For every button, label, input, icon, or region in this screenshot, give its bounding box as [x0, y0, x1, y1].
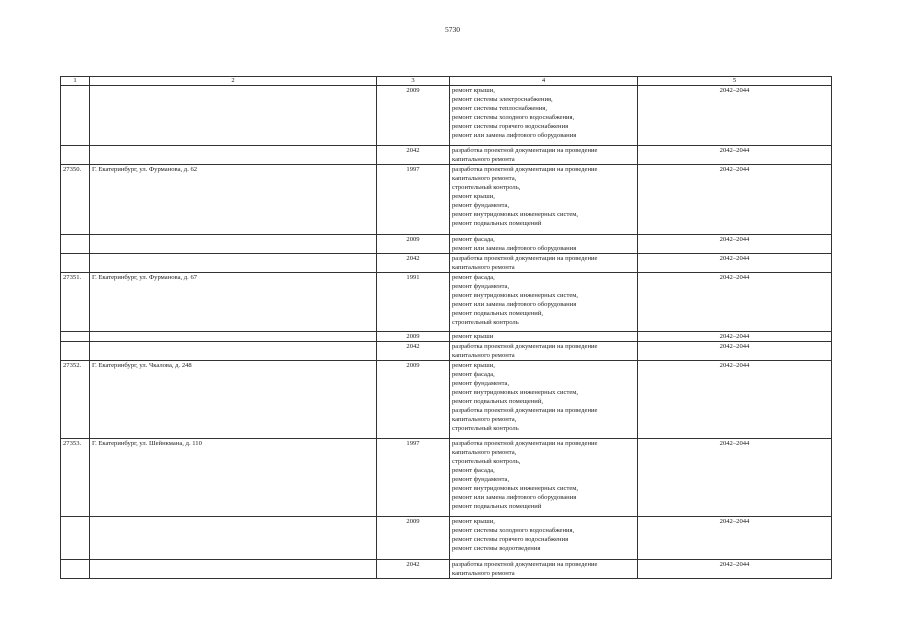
year-cell: 2042	[377, 560, 450, 579]
address-cell	[90, 235, 377, 254]
work-item: ремонт крыши,	[452, 87, 495, 94]
work-item: ремонт крыши,	[452, 193, 495, 200]
work-item: капитального ремонта,	[452, 449, 517, 456]
period-cell: 2042–2044	[638, 146, 832, 165]
work-item: ремонт крыши,	[452, 362, 495, 369]
work-item: строительный контроль,	[452, 184, 521, 191]
work-item: ремонт внутридомовых инженерных систем,	[452, 211, 579, 218]
work-item: ремонт фасада,	[452, 236, 495, 243]
work-item: строительный контроль,	[452, 458, 521, 465]
work-item: ремонт или замена лифтового оборудования	[452, 494, 577, 501]
work-item: ремонт подвальных помещений	[452, 220, 542, 227]
work-item: ремонт системы холодного водоснабжения,	[452, 527, 575, 534]
work-item: ремонт или замена лифтового оборудования	[452, 132, 577, 139]
work-item: ремонт фундамента,	[452, 380, 510, 387]
works-cell	[450, 165, 638, 235]
work-item: строительный контроль	[452, 319, 519, 326]
repair-schedule-table	[60, 76, 832, 579]
work-item: строительный контроль	[452, 425, 519, 432]
period-cell: 2042–2044	[638, 86, 832, 146]
row-number-cell: 27351.	[61, 273, 90, 332]
table-row	[61, 361, 832, 439]
year-cell: 2042	[377, 254, 450, 273]
table-body	[61, 86, 832, 579]
works-cell	[450, 273, 638, 332]
table-row	[61, 146, 832, 165]
work-item: ремонт системы горячего водоснабжения	[452, 123, 569, 130]
address-cell	[90, 332, 377, 342]
works-cell	[450, 439, 638, 517]
year-cell: 2009	[377, 332, 450, 342]
work-item: разработка проектной документации на проведение	[452, 343, 598, 350]
works-cell	[450, 254, 638, 273]
table-row	[61, 273, 832, 332]
address-cell: Г. Екатеринбург, ул. Фурманова, д. 67	[90, 273, 377, 332]
work-item: ремонт фундамента,	[452, 476, 510, 483]
work-item: разработка проектной документации на проведение	[452, 147, 598, 154]
work-item: ремонт внутридомовых инженерных систем,	[452, 389, 579, 396]
work-item: ремонт системы теплоснабжения,	[452, 105, 547, 112]
works-cell	[450, 560, 638, 579]
works-cell	[450, 146, 638, 165]
works-cell	[450, 517, 638, 560]
year-cell: 1991	[377, 273, 450, 332]
address-cell	[90, 560, 377, 579]
period-cell: 2042–2044	[638, 235, 832, 254]
address-cell	[90, 86, 377, 146]
column-number-row	[61, 77, 832, 86]
year-cell: 2042	[377, 146, 450, 165]
row-number-cell	[61, 86, 90, 146]
work-item: ремонт системы электроснабжения,	[452, 96, 553, 103]
row-number-cell	[61, 517, 90, 560]
works-cell	[450, 361, 638, 439]
address-cell: Г. Екатеринбург, ул. Шейнкмана, д. 110	[90, 439, 377, 517]
work-item: ремонт или замена лифтового оборудования	[452, 245, 577, 252]
row-number-cell: 27352.	[61, 361, 90, 439]
work-item: разработка проектной документации на проведение	[452, 166, 598, 173]
work-item: капитального ремонта,	[452, 416, 517, 423]
page-number: 5730	[445, 25, 460, 34]
row-number-cell: 27353.	[61, 439, 90, 517]
period-cell: 2042–2044	[638, 560, 832, 579]
year-cell: 2009	[377, 517, 450, 560]
row-number-cell	[61, 342, 90, 361]
period-cell: 2042–2044	[638, 342, 832, 361]
row-number-cell	[61, 332, 90, 342]
row-number-cell	[61, 254, 90, 273]
works-cell	[450, 332, 638, 342]
year-cell: 2009	[377, 235, 450, 254]
work-item: ремонт фундамента,	[452, 283, 510, 290]
table-row	[61, 165, 832, 235]
row-number-cell	[61, 560, 90, 579]
work-item: ремонт системы водоотведения	[452, 545, 541, 552]
period-cell: 2042–2044	[638, 273, 832, 332]
work-item: ремонт системы холодного водоснабжения,	[452, 114, 575, 121]
row-number-cell: 27350.	[61, 165, 90, 235]
table-row	[61, 439, 832, 517]
work-item: ремонт фасада,	[452, 467, 495, 474]
work-item: разработка проектной документации на проведение	[452, 407, 598, 414]
column-number-3: 3	[377, 77, 450, 86]
table-row	[61, 254, 832, 273]
table-row	[61, 86, 832, 146]
column-number-1: 1	[61, 77, 90, 86]
table-row	[61, 517, 832, 560]
address-cell	[90, 146, 377, 165]
table-row	[61, 342, 832, 361]
year-cell: 1997	[377, 165, 450, 235]
period-cell: 2042–2044	[638, 361, 832, 439]
work-item: ремонт фасада,	[452, 371, 495, 378]
address-cell: Г. Екатеринбург, ул. Фурманова, д. 62	[90, 165, 377, 235]
year-cell: 2042	[377, 342, 450, 361]
table-row	[61, 235, 832, 254]
work-item: ремонт подвальных помещений,	[452, 398, 543, 405]
work-item: ремонт крыши,	[452, 518, 495, 525]
work-item: капитального ремонта,	[452, 175, 517, 182]
address-cell	[90, 342, 377, 361]
work-item: ремонт внутридомовых инженерных систем,	[452, 292, 579, 299]
address-cell	[90, 517, 377, 560]
works-cell	[450, 342, 638, 361]
row-number-cell	[61, 146, 90, 165]
work-item: ремонт подвальных помещений,	[452, 310, 543, 317]
work-item: капитального ремонта	[452, 156, 515, 163]
works-cell	[450, 86, 638, 146]
period-cell: 2042–2044	[638, 439, 832, 517]
period-cell: 2042–2044	[638, 517, 832, 560]
work-item: разработка проектной документации на проведение	[452, 255, 598, 262]
work-item: разработка проектной документации на проведение	[452, 440, 598, 447]
column-number-2: 2	[90, 77, 377, 86]
period-cell: 2042–2044	[638, 254, 832, 273]
period-cell: 2042–2044	[638, 332, 832, 342]
address-cell: Г. Екатеринбург, ул. Чкалова, д. 248	[90, 361, 377, 439]
work-item: ремонт внутридомовых инженерных систем,	[452, 485, 579, 492]
work-item: ремонт или замена лифтового оборудования	[452, 301, 577, 308]
address-cell	[90, 254, 377, 273]
work-item: разработка проектной документации на проведение	[452, 561, 598, 568]
work-item: ремонт крыши	[452, 333, 494, 340]
table-row	[61, 560, 832, 579]
period-cell: 2042–2044	[638, 165, 832, 235]
year-cell: 2009	[377, 86, 450, 146]
table-row	[61, 332, 832, 342]
work-item: ремонт системы горячего водоснабжения	[452, 536, 569, 543]
works-cell	[450, 235, 638, 254]
column-number-4: 4	[450, 77, 638, 86]
work-item: капитального ремонта	[452, 264, 515, 271]
work-item: капитального ремонта	[452, 352, 515, 359]
year-cell: 2009	[377, 361, 450, 439]
column-number-5: 5	[638, 77, 832, 86]
work-item: ремонт фундамента,	[452, 202, 510, 209]
year-cell: 1997	[377, 439, 450, 517]
work-item: ремонт фасада,	[452, 274, 495, 281]
work-item: ремонт подвальных помещений	[452, 503, 542, 510]
row-number-cell	[61, 235, 90, 254]
work-item: капитального ремонта	[452, 570, 515, 577]
